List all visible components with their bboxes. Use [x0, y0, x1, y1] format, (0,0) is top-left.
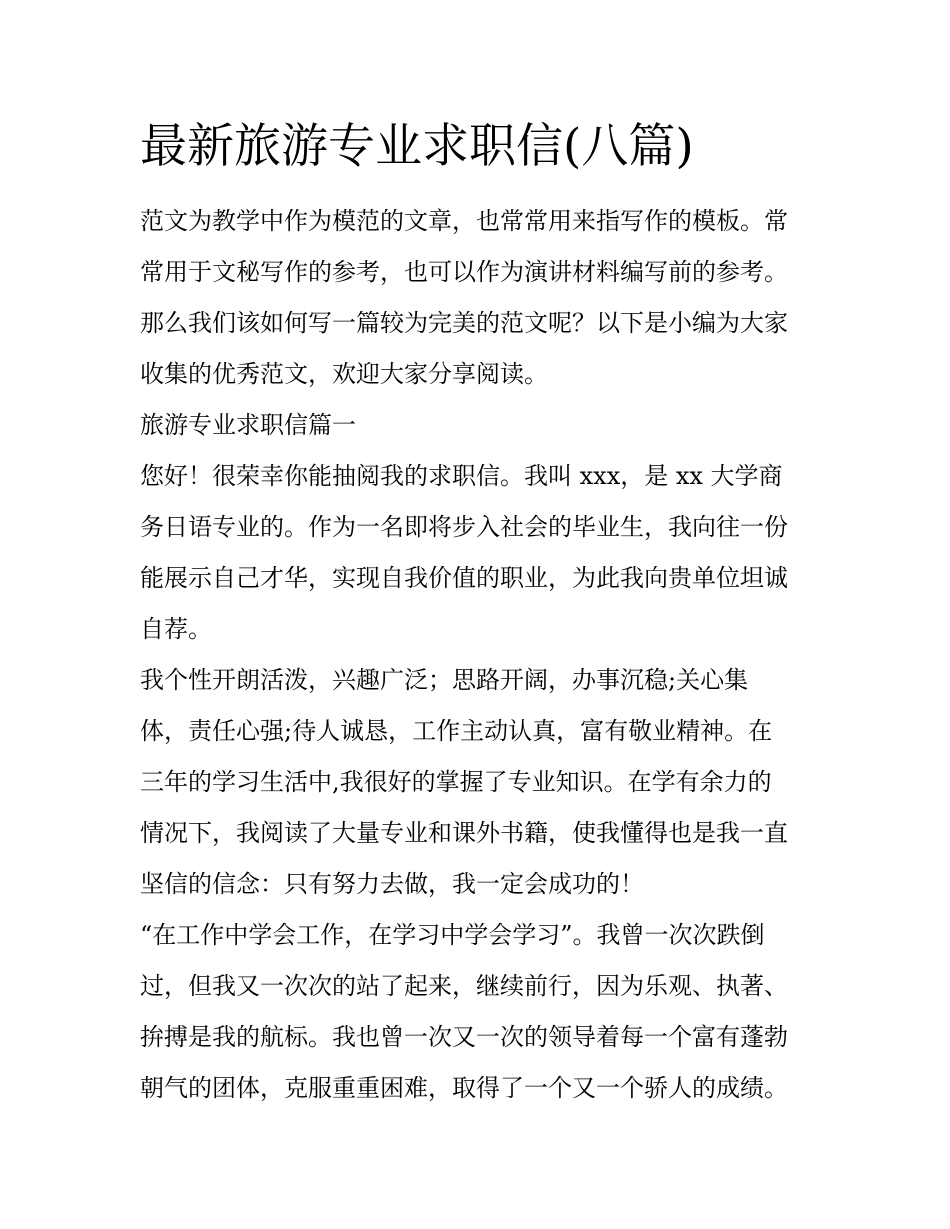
document-title: 最新旅游专业求职信(八篇) [140, 119, 694, 174]
document-body [140, 196, 820, 1114]
text-line: “在工作中学会工作，在学习中学会学习”。我曾一次次跌倒 [140, 921, 765, 949]
text-line: 过，但我又一次次的站了起来，继续前行，因为乐观、执著、 [140, 972, 788, 1000]
text-line: 常用于文秘写作的参考，也可以作为演讲材料编写前的参考。 [140, 258, 788, 286]
text-line: 体，责任心强;待人诚恳，工作主动认真，富有敬业精神。在 [140, 717, 773, 745]
section-heading: 旅游专业求职信篇一 [140, 411, 356, 439]
text-line: 朝气的团体，克服重重困难，取得了一个又一个骄人的成绩。 [140, 1074, 788, 1102]
text-line: 自荐。 [140, 615, 212, 643]
text-line: 范文为教学中作为模范的文章，也常常用来指写作的模板。常 [140, 207, 788, 235]
text-line: 务日语专业的。作为一名即将步入社会的毕业生，我向往一份 [140, 513, 788, 541]
text-line: 那么我们该如何写一篇较为完美的范文呢？以下是小编为大家 [140, 309, 788, 337]
text-line: 拚搏是我的航标。我也曾一次又一次的领导着每一个富有蓬勃 [140, 1023, 788, 1051]
text-line: 我个性开朗活泼，兴趣广泛；思路开阔，办事沉稳;关心集 [140, 666, 749, 694]
text-line: 坚信的信念：只有努力去做，我一定会成功的！ [140, 870, 644, 898]
text-line: 三年的学习生活中,我很好的掌握了专业知识。在学有余力的 [140, 768, 772, 796]
text-line: 能展示自己才华，实现自我价值的职业，为此我向贵单位坦诚 [140, 564, 788, 592]
text-line: 收集的优秀范文，欢迎大家分享阅读。 [140, 360, 548, 388]
text-line: 您好！很荣幸你能抽阅我的求职信。我叫 xxx，是 xx 大学商 [140, 462, 783, 490]
text-line: 情况下，我阅读了大量专业和课外书籍，使我懂得也是我一直 [140, 819, 788, 847]
